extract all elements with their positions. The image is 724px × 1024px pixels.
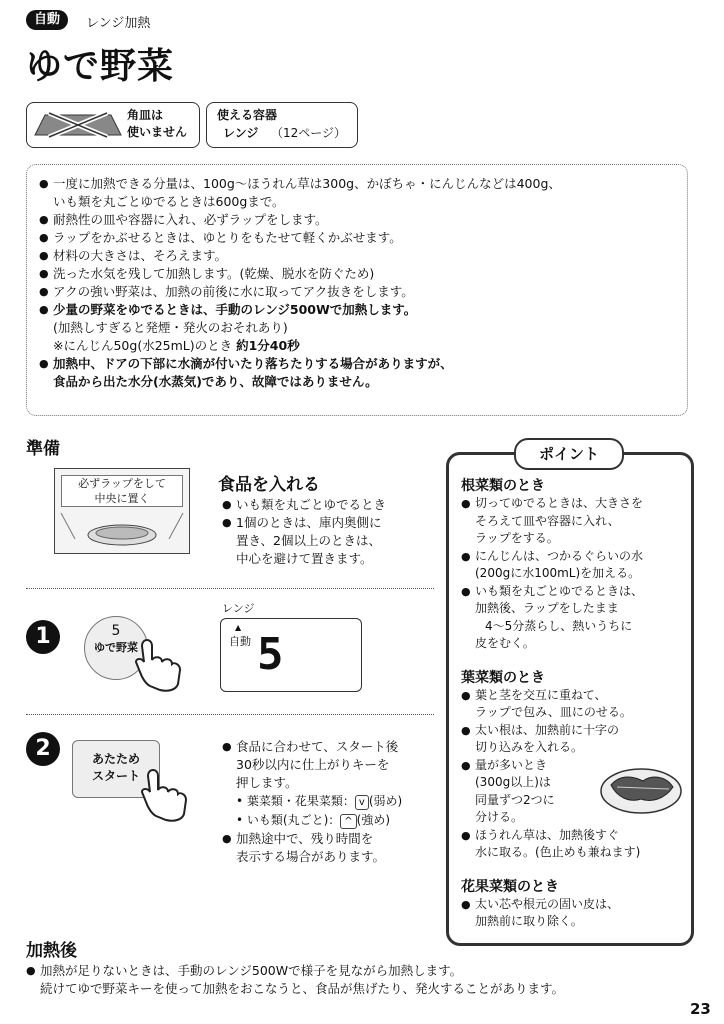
caret-up-icon: ▲ — [235, 623, 242, 632]
note-item: ● 加熱中、ドアの下部に水滴が付いたり落ちたりする場合がありますが、 — [39, 355, 687, 373]
step-1-number: 1 — [26, 620, 60, 654]
option-weak: • 葉菜類・花果菜類： v (弱め) — [236, 794, 403, 808]
note-item: ● アクの強い野菜は、加熱の前後に水に取ってアク抜きをします。 — [39, 283, 687, 301]
oven-illustration — [54, 468, 190, 554]
display-digit: 5 — [257, 629, 284, 680]
pointing-hand-icon — [140, 766, 188, 822]
root-title: 根菜類のとき — [461, 478, 545, 494]
display-auto: 自動 — [229, 635, 251, 648]
point-tag: ポイント — [514, 438, 624, 470]
note-item: ● 一度に加熱できる分量は、100g～ほうれん草は300g、かぼちゃ・にんじんなどは400g、 — [39, 175, 687, 193]
plate-text-2: 使いません — [127, 125, 188, 139]
dish-icon — [55, 509, 189, 553]
container-page: （12ページ） — [271, 126, 347, 140]
food-title: 食品を入れる — [218, 475, 320, 495]
divider — [26, 714, 434, 715]
illus-text-1: 必ずラップをして — [78, 477, 166, 490]
note-item: ● ラップをかぶせるときは、ゆとりをもたせて軽くかぶせます。 — [39, 229, 687, 247]
note-item: ※にんじん50g(水25mL)のとき 約1分40秒 — [53, 338, 300, 353]
note-item: 食品から出た水分(水蒸気)であり、故障ではありません。 — [53, 374, 378, 389]
display-mode: レンジ — [222, 602, 255, 615]
step-2-text: ● 食品に合わせて、スタート後 30秒以内に仕上がりキーを 押します。 • 葉菜類・花果菜類： v (弱め) • いも類(丸ごと)： ^ (強め) ● 加熱途中で、残り時間を 表示する場合があります。 — [222, 738, 438, 866]
start-key[interactable]: あたため スタート — [72, 740, 160, 798]
stronger-key[interactable]: ^ — [340, 814, 356, 829]
note-item: ● 洗った水気を残して加熱します。(乾燥、脱水を防ぐため) — [39, 265, 687, 283]
page-title: ゆで野菜 — [26, 46, 175, 87]
tray-crossed-icon — [33, 111, 123, 139]
after-line-1: ● 加熱が足りないときは、手動のレンジ500Wで様子を見ながら加熱します。 — [26, 962, 700, 980]
mode-subtitle: レンジ加熱 — [86, 16, 151, 31]
after-heading: 加熱後 — [26, 941, 77, 961]
illus-text-2: 中央に置く — [94, 492, 150, 505]
point-box: 根菜類のとき ● 切ってゆでるときは、大きさを そろえて皿や容器に入れ、 ラップをする。 ● にんじんは、つかるぐらいの水 (200gに水100mL)を加える。 ● いも類を丸ごとゆでるときは、 加熱後、ラップをしたまま 4～5分蒸らし、熱いうちに 皮をむく。 葉菜類のとき ● 葉と茎を交互に重ねて、 ラップで包み、皿にのせる。 ● 太い根は、加熱前に十字の 切り込みを入れる。 ● 量が多いとき (300g以上)は 同量ずつ2つに 分ける。 ● ほうれん草は、加熱後すぐ 水に取る。(色止めも兼ねます) 花果菜類のとき ● 太い芯や根元の固い皮は、 加熱前に取り除く。 — [446, 452, 694, 946]
plate-text-1: 角皿は — [127, 108, 164, 122]
container-box — [206, 102, 358, 148]
divider — [26, 588, 434, 589]
pointing-hand-icon — [134, 636, 182, 692]
food-text: ● いも類を丸ごとゆでるとき ● 1個のときは、庫内奥側に 置き、2個以上のときは、 中心を避けて置きます。 — [222, 496, 422, 568]
flower-title: 花果菜類のとき — [461, 878, 559, 895]
after-line-2: 続けてゆで野菜キーを使って加熱をおこなうと、食品が焦げたり、発火することがあります。 — [40, 981, 565, 996]
no-plate-box — [26, 102, 200, 148]
option-strong: • いも類(丸ごと)： ^ (強め) — [236, 813, 391, 827]
container-label: 使える容器 — [217, 108, 278, 122]
leaf-title: 葉菜類のとき — [461, 669, 545, 686]
notes-box — [26, 164, 688, 416]
note-item: (加熱しすぎると発煙・発火のおそれあり) — [53, 320, 288, 335]
yude-yasai-key[interactable]: 5 ゆで野菜 — [84, 616, 148, 680]
note-item: いも類を丸ごとゆでるときは600gまで。 — [53, 194, 285, 209]
note-item: ● 材料の大きさは、そろえます。 — [39, 247, 687, 265]
display-panel — [220, 618, 362, 692]
spinach-dish-icon — [599, 765, 683, 815]
weaker-key[interactable]: v — [355, 795, 369, 810]
container-mode: レンジ — [223, 126, 259, 140]
auto-badge: 自動 — [26, 10, 68, 30]
note-item: ● 耐熱性の皿や容器に入れ、必ずラップをします。 — [39, 211, 687, 229]
prep-heading: 準備 — [26, 439, 60, 459]
note-item: ● 少量の野菜をゆでるときは、手動のレンジ500Wで加熱します。 — [39, 301, 687, 319]
step-2-number: 2 — [26, 732, 60, 766]
page-number: 23 — [690, 1000, 711, 1018]
